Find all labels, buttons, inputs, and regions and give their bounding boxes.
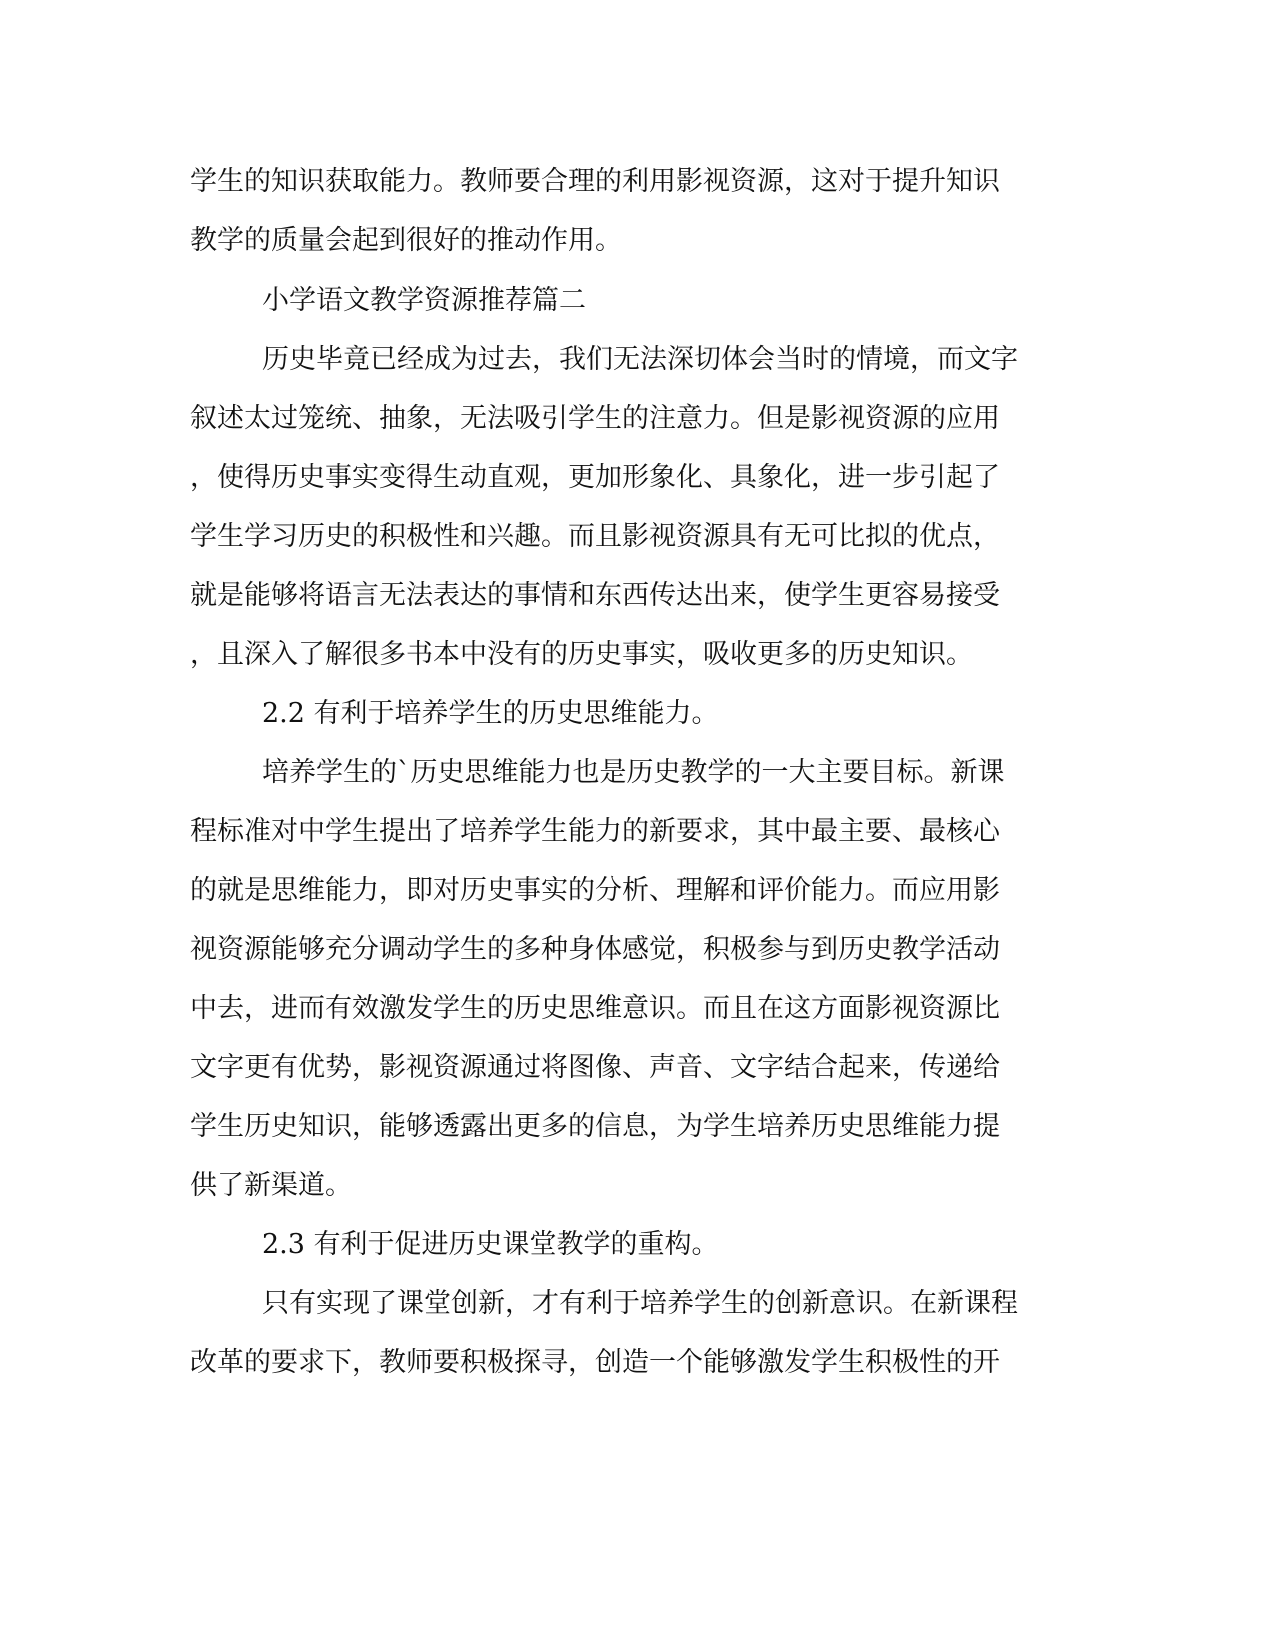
text-line: ，使得历史事实变得生动直观，更加形象化、具象化，进一步引起了: [190, 462, 1000, 493]
text-line: 文字更有优势，影视资源通过将图像、声音、文字结合起来，传递给: [190, 1052, 1000, 1083]
text-line: 学生的知识获取能力。教师要合理的利用影视资源，这对于提升知识: [190, 166, 1000, 197]
text-line: 学生学习历史的积极性和兴趣。而且影视资源具有无可比拟的优点，: [190, 521, 1000, 552]
text-line: 中去，进而有效激发学生的历史思维意识。而且在这方面影视资源比: [190, 993, 1000, 1024]
text-line: 培养学生的`历史思维能力也是历史教学的一大主要目标。新课: [262, 757, 1005, 788]
text-line: ，且深入了解很多书本中没有的历史事实，吸收更多的历史知识。: [190, 639, 973, 670]
text-line: 改革的要求下，教师要积极探寻，创造一个能够激发学生积极性的开: [190, 1347, 1000, 1378]
text-line: 供了新渠道。: [190, 1170, 352, 1201]
text-line: 就是能够将语言无法表达的事情和东西传达出来，使学生更容易接受: [190, 580, 1000, 611]
subsection-heading: 2.2 有利于培养学生的历史思维能力。: [262, 698, 719, 729]
text-line: 的就是思维能力，即对历史事实的分析、理解和评价能力。而应用影: [190, 875, 1000, 906]
text-line: 只有实现了课堂创新，才有利于培养学生的创新意识。在新课程: [262, 1288, 1018, 1319]
text-line: 学生历史知识，能够透露出更多的信息，为学生培养历史思维能力提: [190, 1111, 1000, 1142]
text-line: 叙述太过笼统、抽象，无法吸引学生的注意力。但是影视资源的应用: [190, 403, 1000, 434]
text-line: 程标准对中学生提出了培养学生能力的新要求，其中最主要、最核心: [190, 816, 1000, 847]
text-line: 历史毕竟已经成为过去，我们无法深切体会当时的情境，而文字: [262, 344, 1018, 375]
section-heading: 小学语文教学资源推荐篇二: [262, 285, 586, 316]
text-line: 教学的质量会起到很好的推动作用。: [190, 225, 622, 256]
text-line: 视资源能够充分调动学生的多种身体感觉，积极参与到历史教学活动: [190, 934, 1000, 965]
subsection-heading: 2.3 有利于促进历史课堂教学的重构。: [262, 1229, 719, 1260]
